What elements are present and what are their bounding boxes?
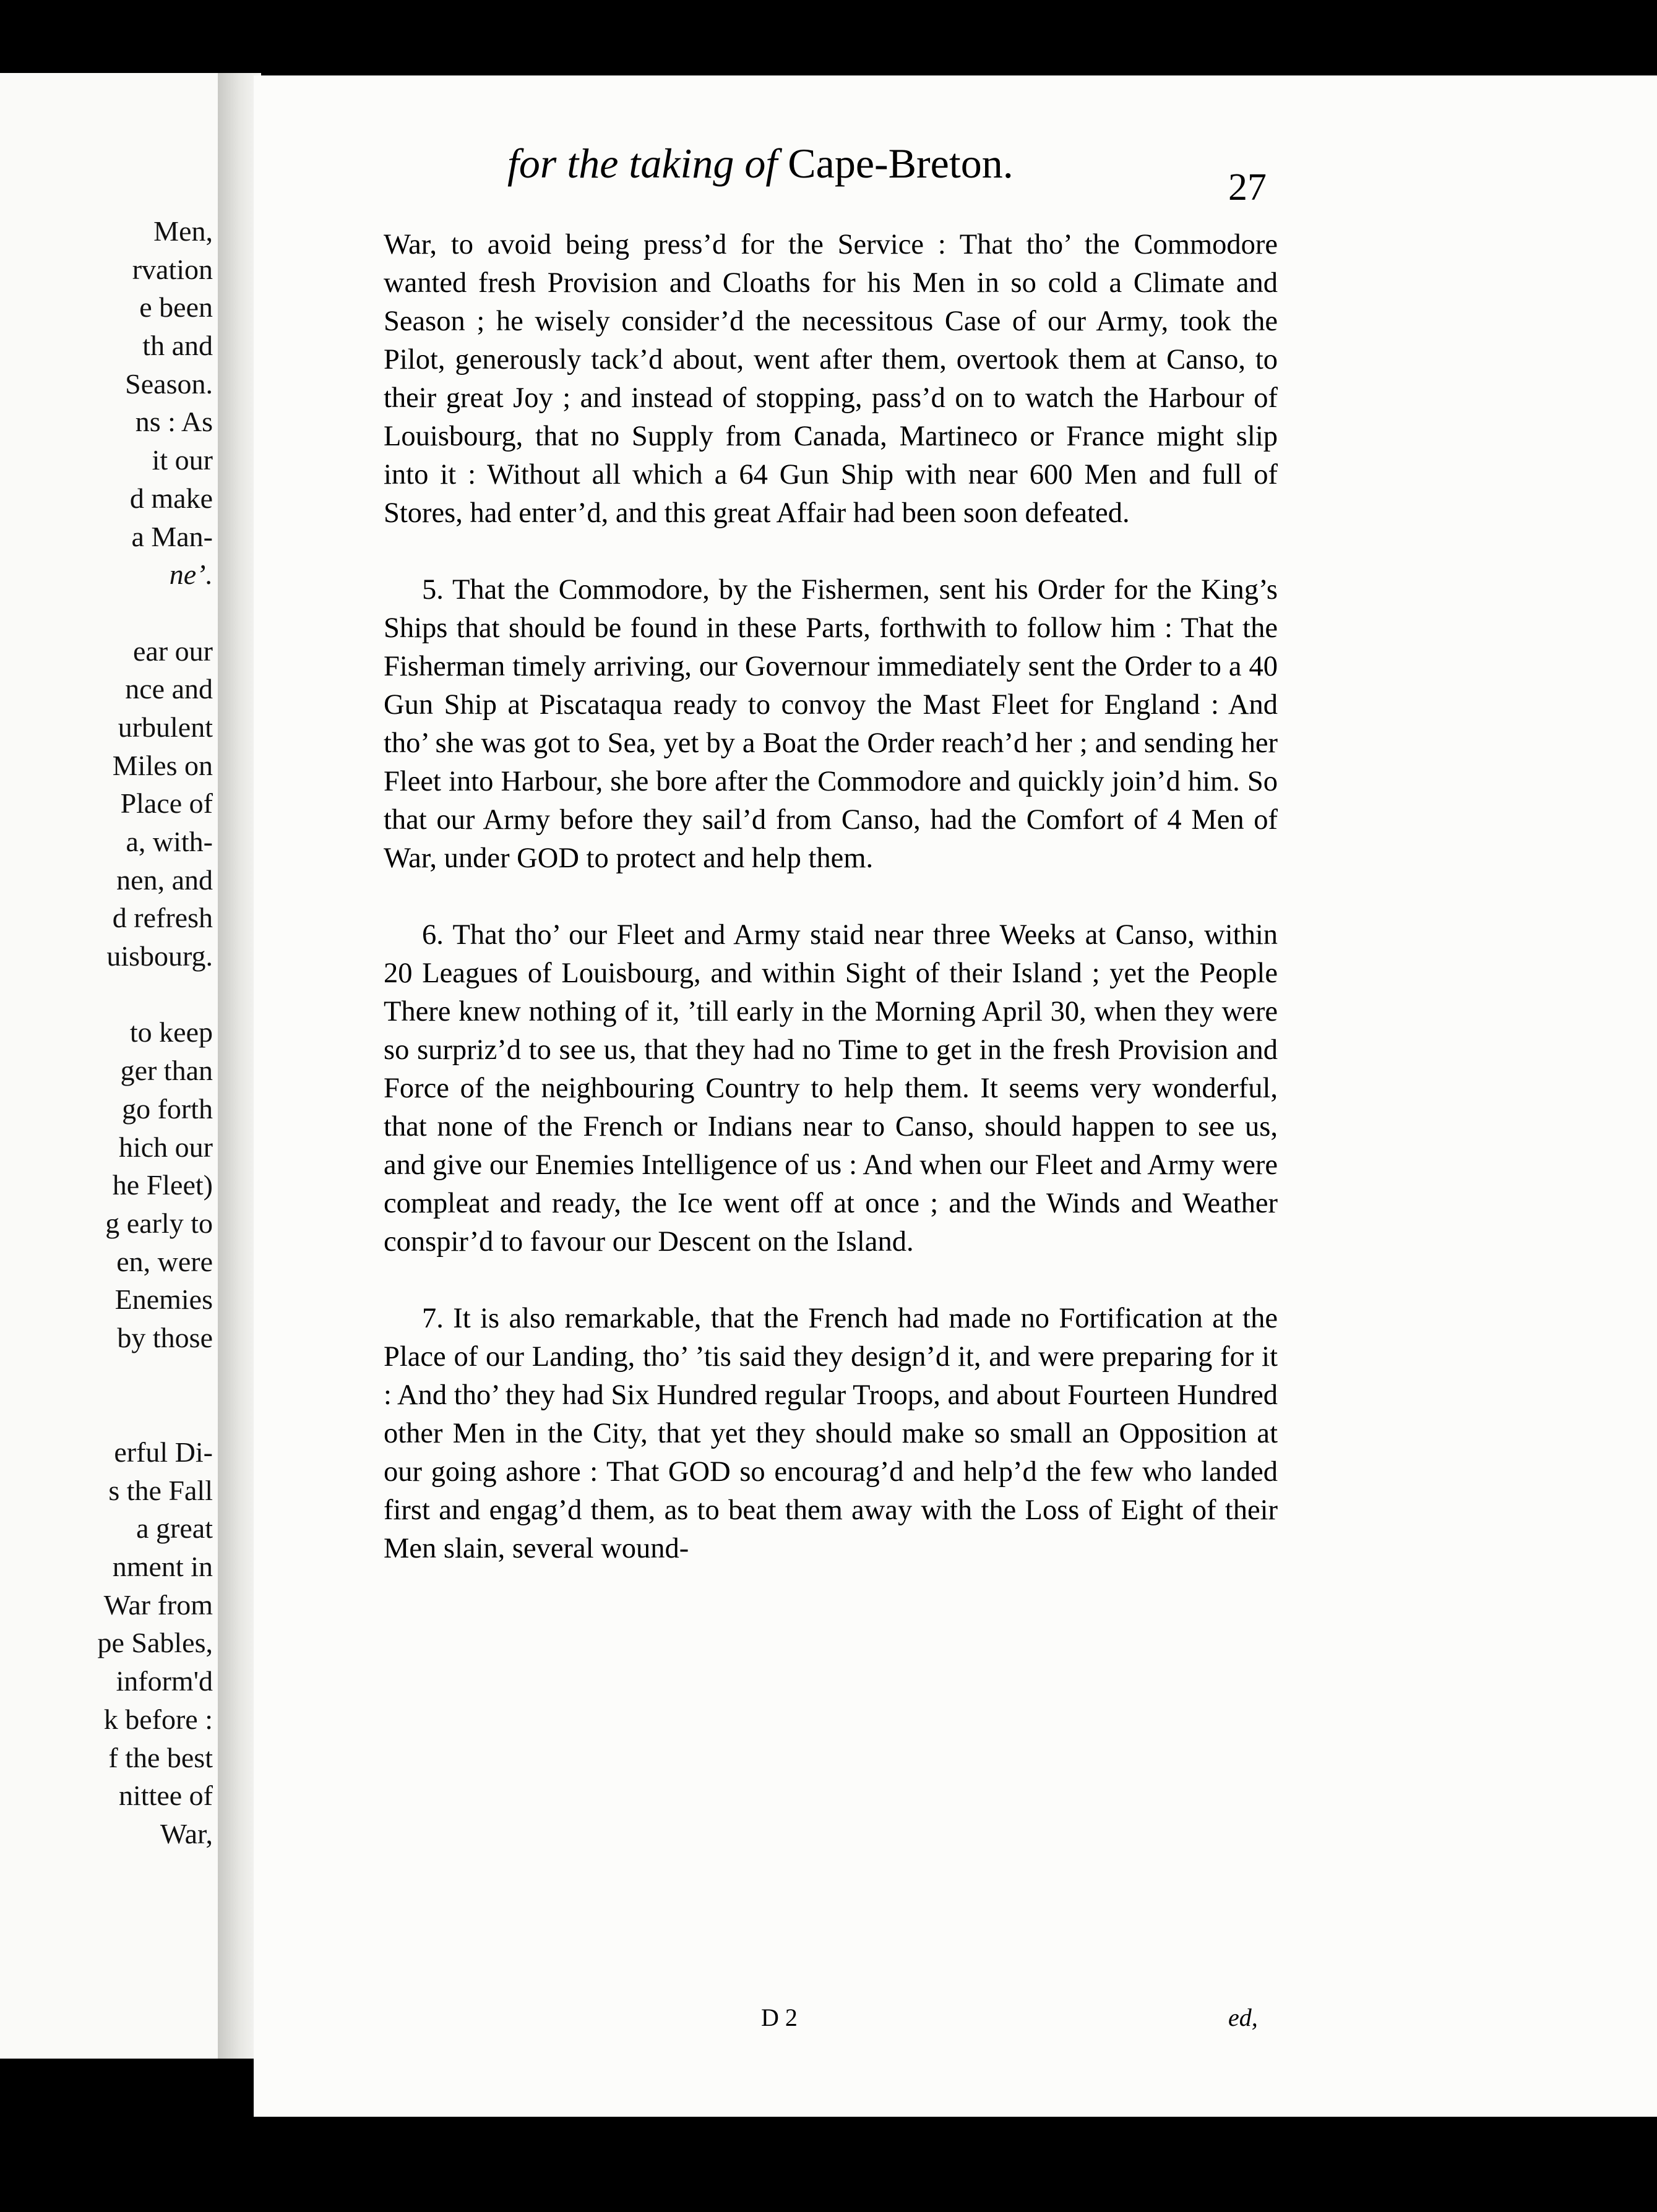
left-line: en, were (116, 1245, 213, 1277)
running-head-italic: for the taking of (507, 140, 778, 187)
left-line: urbulent (118, 711, 213, 743)
left-line: rvation (132, 253, 213, 285)
left-line: War, (160, 1817, 213, 1850)
left-line: erful Di- (114, 1436, 213, 1468)
left-line: War from (103, 1588, 213, 1621)
left-line: to keep (129, 1016, 213, 1048)
left-line: a great (136, 1512, 213, 1545)
left-line-gap (0, 1357, 213, 1395)
left-line: ne’. (169, 559, 213, 591)
left-line: f the best (108, 1741, 213, 1773)
left-line: d refresh (112, 902, 213, 934)
left-page-text (0, 212, 213, 1853)
left-line: Place of (120, 787, 213, 820)
left-line: by those (117, 1321, 213, 1353)
left-line: he Fleet) (112, 1169, 213, 1201)
paragraph-5: 5. That the Commodore, by the Fishermen, sent his Order for the King’s Ships that should be found in these Parts, forthwith to follow him : That the Fisherman timely arriving, our Governour immediately sent the Order to a 40 Gun Ship at Piscataqua ready to convoy the Mast Fleet for England : And tho’ she was got to Sea, yet by a Boat the Order reach’d her ; and sending her Fleet into Harbour, she bore after the Commodore and quickly join’d him. So that our Army before they sail’d from Canso, had the Comfort of 4 Men of War, under GOD to protect and help them. (384, 574, 1278, 874)
left-line-gap (0, 1395, 213, 1433)
left-line-gap (0, 594, 213, 632)
left-line: ear our (133, 635, 213, 667)
left-line: g early to (105, 1207, 213, 1239)
left-line: nce and (125, 673, 213, 705)
running-head (507, 139, 1014, 188)
left-line: e been (139, 291, 213, 324)
left-line: go forth (122, 1092, 213, 1125)
body-text (384, 226, 1278, 1606)
left-line: d make (129, 482, 213, 514)
left-line: ns : As (135, 406, 213, 438)
left-line: hich our (118, 1131, 213, 1163)
running-head-roman: Cape-Breton. (788, 140, 1014, 187)
left-line: a, with- (126, 826, 213, 857)
paragraph-7: 7. It is also remarkable, that the French had made no Fortification at the Place of our Landing, tho’ ’tis said they design’d it, and were preparing for it : And tho’ they had Six Hundred regular Troops, and about Fourteen Hundred other Men in the City, that yet they should make so small an Opposition at our going ashore : That GOD so encourag’d and help’d the few who landed first and engag’d them, as to beat them away with the Loss of Eight of their Men slain, several wound- (384, 1303, 1278, 1564)
left-line: inform'd (116, 1665, 213, 1697)
left-line: k before : (103, 1703, 213, 1735)
left-line-gap (0, 975, 213, 1014)
paragraph-1: War, to avoid being press’d for the Service : That tho’ the Commodore wanted fresh Provision and Cloaths for his Men in so cold a Climate and Season ; he wisely consider’d the necessitous Case of our Army, took the Pilot, generously tack’d about, went after them, overtook them at Canso, to their great Joy ; and instead of stopping, pass’d on to watch the Harbour of Louisbourg, that no Supply from Canada, Martineco or France might slip into it : Without all which a 64 Gun Ship with near 600 Men and full of Stores, had enter’d, and this great Affair had been soon defeated. (384, 229, 1278, 529)
left-page-fragment (0, 73, 224, 2059)
catchword: ed, (1228, 2004, 1258, 2031)
left-line: ger than (120, 1055, 213, 1087)
signature-mark: D 2 (761, 2004, 798, 2031)
left-line: nment in (112, 1551, 213, 1583)
left-line: Enemies (114, 1284, 213, 1316)
page-number: 27 (1228, 166, 1267, 208)
left-line: uisbourg. (106, 940, 213, 972)
left-line: Men, (153, 215, 213, 247)
left-line: th and (142, 330, 213, 362)
left-line: a Man- (131, 520, 213, 552)
left-line: Season. (125, 367, 213, 400)
left-line: pe Sables, (97, 1627, 213, 1659)
left-line: nen, and (116, 864, 213, 896)
left-line: it our (152, 444, 213, 476)
left-line: nittee of (119, 1780, 213, 1812)
left-line: s the Fall (108, 1474, 213, 1506)
paragraph-6: 6. That tho’ our Fleet and Army staid near three Weeks at Canso, within 20 Leagues of Louisbourg, and within Sight of their Island ; yet the People There knew nothing of it, ’till early in the Morning April 30, when they were so surpriz’d to see us, that they had no Time to get in the fresh Provision and Force of the neighbouring Country to help them. It seems very wonderful, that none of the French or Indians near to Canso, should happen to see us, and give our Enemies Intelligence of us : And when our Fleet and Army were compleat and ready, the Ice went off at once ; and the Winds and Weather conspir’d to favour our Descent on the Island. (384, 919, 1278, 1258)
left-line: Miles on (112, 749, 213, 781)
